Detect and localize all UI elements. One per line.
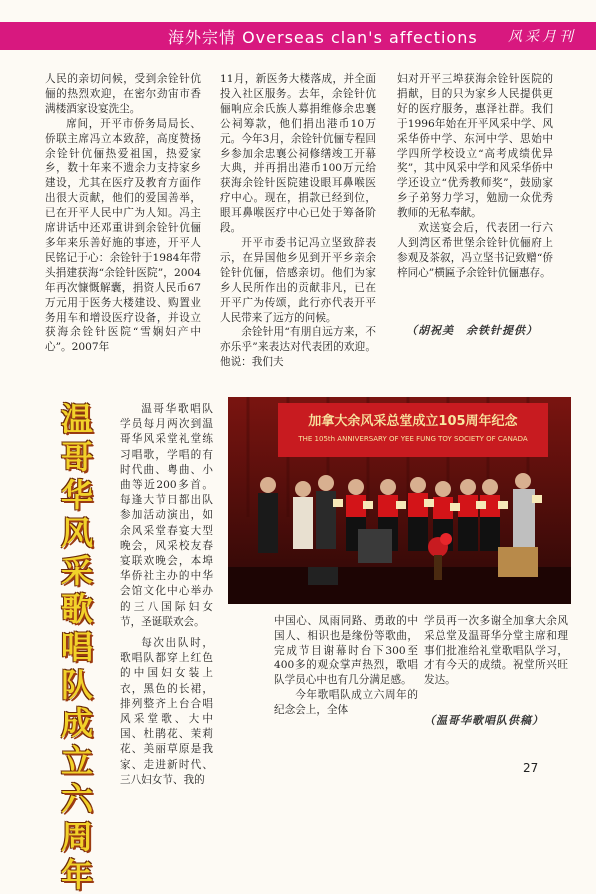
paragraph: 妇对开平三埠获海余铨针医院的捐献，目的只为家乡人民提供更好的医疗服务，惠泽社群。我们于1996年始在开平风采中学、风采华侨中学、东河中学、思始中学四所学校设立“高考成绩优异奖”，其中风采中学和风采华侨中学还设立“优秀教师奖”，鼓励家乡子弟努力学习，勉励一众优秀教师的无私奉献。 [397, 73, 553, 220]
article1-column-1 [45, 72, 201, 355]
page-number: 27 [523, 761, 539, 775]
paragraph: 人民的亲切问候，受到余铨针伉俪的热烈欢迎，在密尔劲宙市香满楼酒家设宴洗尘。 [45, 73, 201, 115]
paragraph: 中国心、凤雨同路、勇敢的中国人、相识也是缘份等歌曲，完成节目谢幕时台下300至400多的观众掌声热烈，歌唱队学员心中也有几分满足感。 [274, 615, 418, 687]
paragraph: 欢送宴会后，代表团一行六人到湾区希世堡余铨针伉俪府上参观及茶叙，冯立坚书记致赠“侨梓同心”横匾予余铨针伉俪惠存。 [397, 222, 553, 279]
anniversary-banner [278, 403, 548, 457]
lectern [498, 547, 538, 577]
paragraph: 每次出队时，歌唱队都穿上红色的中国妇女装上衣，黑色的长裙，排列整齐上台合唱风采堂歌、大中国、杜鹃花、茉莉花、美丽草原是我家、走进新时代、三八妇女节、我的 [120, 637, 213, 786]
title-char: 风 [60, 514, 93, 552]
title-char: 六 [60, 780, 93, 818]
paragraph: 开平市委书记冯立坚致辞表示，在异国他乡见到开平乡亲余铨针伉俪，倍感亲切。他们为家乡人民所作出的贡献非凡，已在开平广为传颂，此行亦代表开平人民带来了远方的问候。 [220, 236, 376, 324]
title-char: 华 [60, 476, 93, 514]
choir-photo [228, 397, 571, 604]
choir-photo-illustration [228, 397, 571, 604]
section-header-bar [0, 22, 596, 50]
magazine-name: 风采月刊 [508, 29, 576, 45]
title-char: 立 [60, 742, 93, 780]
article2-column-a [120, 402, 213, 788]
banner-chinese: 加拿大余风采总堂成立105周年纪念 [308, 414, 518, 429]
paragraph: 席间，开平市侨务局局长、侨联主席冯立本致辞，高度赞扬余铨针伉俪热爱祖国，热爱家乡，数十年来不遗余力支持家乡建设，尤其在医疗及教育方面作出很大贡献，他们的爱国善举，已在开平人民中广为人知。冯主席讲话中还邓重讲到余铨针伉俪多年来乐善好施的事迹，开平人民铭记于心：余铨针于1984年带头捐建获海“余铨针医院”，2004年再次慷慨解囊，捐资人民币67万元用于医务大楼建设、购置业务用车和增设医疗设备，并设立获海余铨针医院“雪娴妇产中心”。2007年 [45, 117, 201, 354]
article1-column-3 [397, 72, 553, 281]
article1-credit: （胡祝美 余铁针提供） [406, 324, 538, 337]
title-char: 队 [60, 666, 93, 704]
title-char: 周 [60, 818, 93, 856]
title-char: 年 [60, 856, 93, 894]
paragraph: 温哥华歌唱队学员每月两次到温哥华风采堂礼堂练习唱歌，学唱的有时代曲、粤曲、小曲等近200多首。每逢大节日都出队参加活动演出，如余风采堂春宴大型晚会，风采校友春宴联欢晚会，本埠华侨社主办的中华会馆文化中心举办的三八国际妇女节，圣诞联欢会。 [120, 403, 213, 628]
article2-column-c [424, 614, 568, 688]
paragraph: 今年歌唱队成立六周年的纪念会上，全体 [274, 688, 418, 716]
speaker [358, 529, 392, 563]
title-char: 歌 [60, 590, 93, 628]
banner-english: THE 105th ANNIVERSARY OF YEE FUNG TOY SOCIETY OF CANADA [298, 435, 528, 443]
article2-credit: （温哥华歌唱队供稿） [424, 714, 544, 727]
title-char: 唱 [60, 628, 93, 666]
title-char: 采 [60, 552, 93, 590]
article2-column-b [274, 614, 418, 718]
article2-vertical-title [52, 400, 102, 894]
paragraph: 11月，新医务大楼落成，并全面投入社区服务。去年，余铨针伉俪响应余氏族人募捐维修余忠襄公祠筹款，他们捐出港币10万元。今年3月，余铨针伉俪专程回乡参加余忠襄公祠修缮竣工开幕大典，并再捐出港币100万元给获海余铨针医院建设眼耳鼻喉医疗中心。现在，捐款已经到位，眼耳鼻喉医疗中心已处于筹备阶段。 [220, 73, 376, 235]
title-char: 哥 [60, 438, 93, 476]
title-char: 温 [60, 400, 93, 438]
paragraph: 学员再一次多谢全加拿大余风采总堂及温哥华分堂主席和理事们批准给礼堂歌唱队学习，才有今天的成绩。祝堂所兴旺发达。 [424, 615, 568, 687]
paragraph: 余铨针用“有朋自远方来，不亦乐乎”来表达对代表团的欢迎。他说：我们夫 [220, 326, 376, 369]
article1-column-2 [220, 72, 376, 370]
section-title: 海外宗情 Overseas clan's affections [168, 28, 478, 47]
title-char: 成 [60, 704, 93, 742]
